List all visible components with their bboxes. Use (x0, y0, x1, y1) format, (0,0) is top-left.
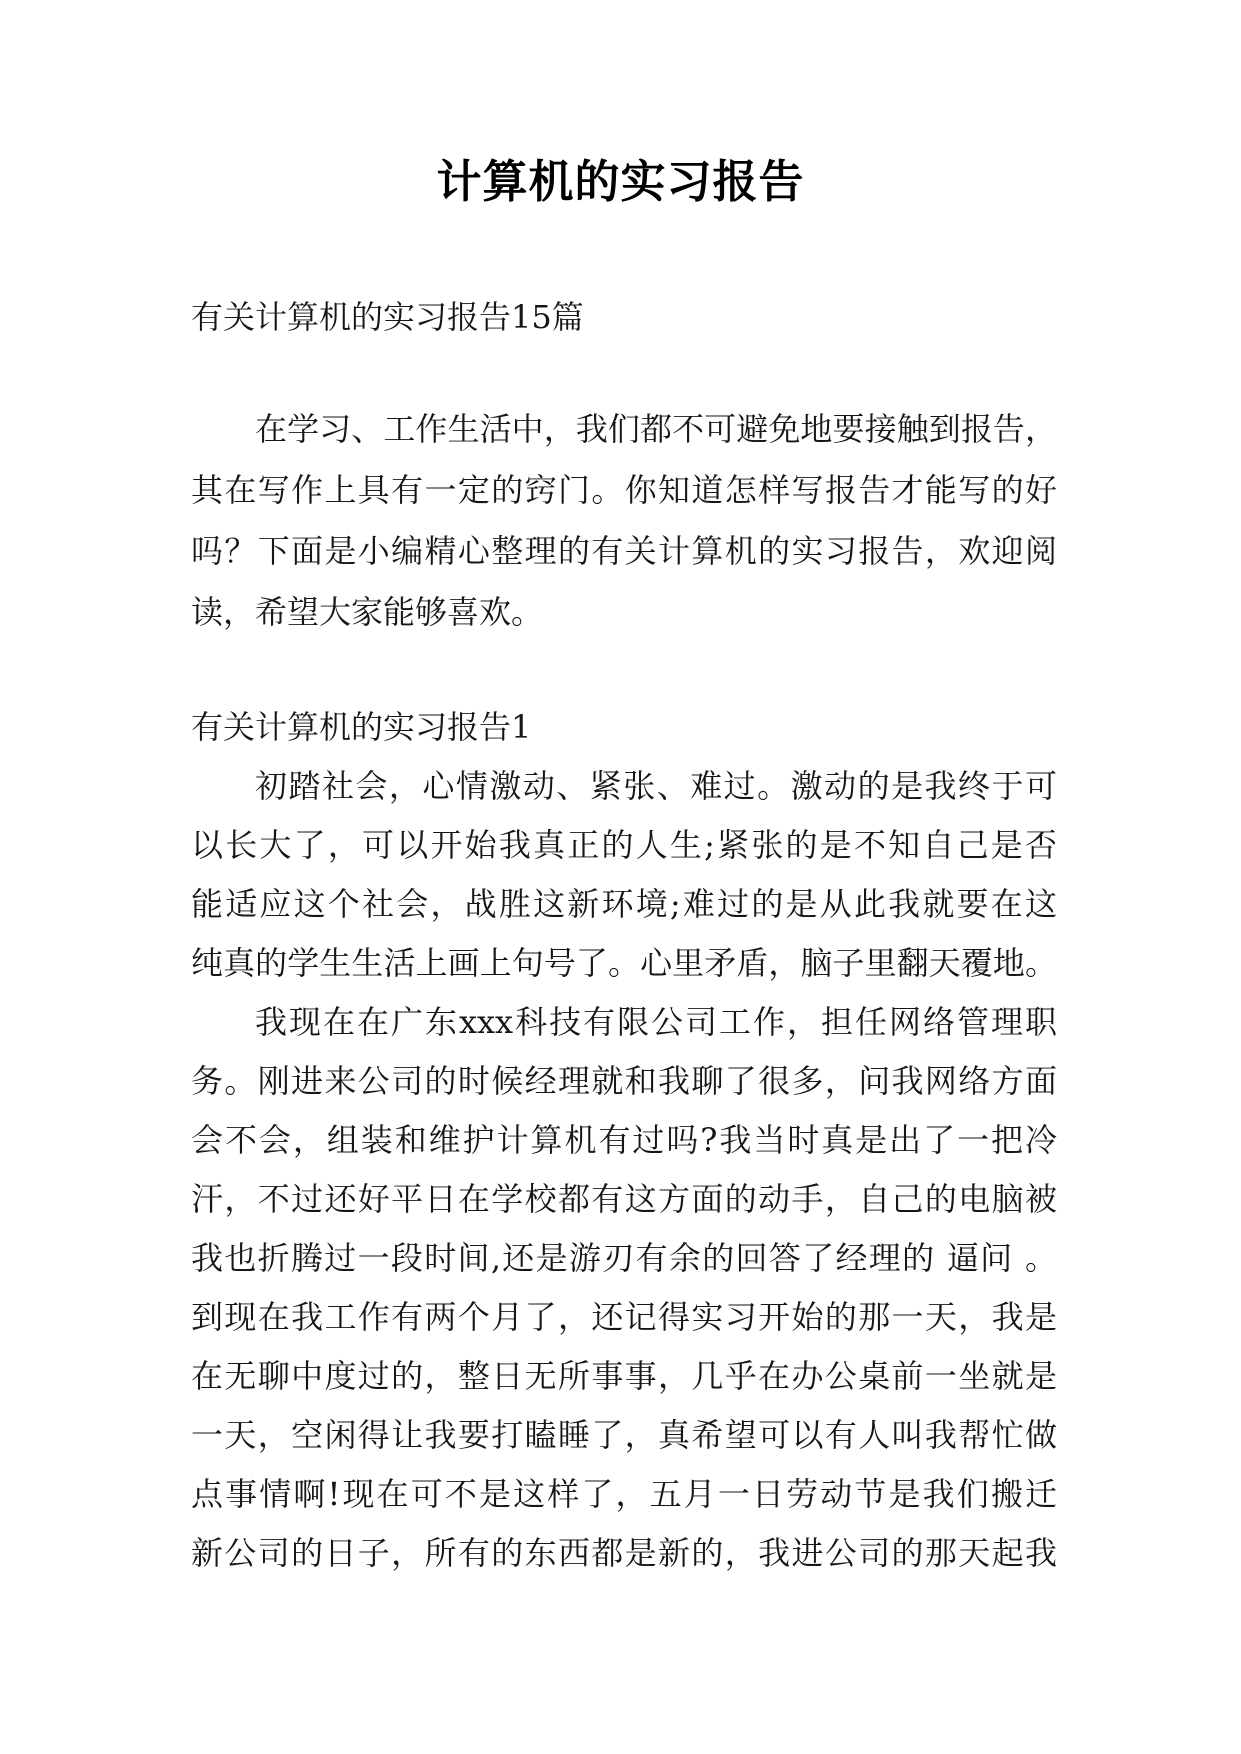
intro-line: 其在写作上具有一定的窍门。你知道怎样写报告才能写的好 (191, 471, 1057, 509)
intro-line: 吗？下面是小编精心整理的有关计算机的实习报告，欢迎阅 (191, 532, 1057, 570)
paragraph-line: 以长大了，可以开始我真正的人生;紧张的是不知自己是否 (191, 826, 1057, 864)
paragraph-line: 新公司的日子，所有的东西都是新的，我进公司的那天起我 (191, 1534, 1057, 1572)
intro-paragraph (191, 399, 1057, 643)
document-subtitle: 有关计算机的实习报告15篇 (191, 298, 584, 336)
paragraph-line: 纯真的学生生活上画上句号了。心里矛盾，脑子里翻天覆地。 (191, 944, 1057, 982)
section-paragraph-2 (191, 993, 1057, 1583)
document-subtitle-block (191, 288, 1057, 347)
paragraph-line: 会不会，组装和维护计算机有过吗?我当时真是出了一把冷 (191, 1121, 1057, 1159)
report-section-1 (191, 698, 1057, 1583)
paragraph-line: 在无聊中度过的，整日无所事事，几乎在办公桌前一坐就是 (191, 1357, 1057, 1395)
paragraph-line: 点事情啊!现在可不是这样了，五月一日劳动节是我们搬迁 (191, 1475, 1057, 1513)
paragraph-line: 务。刚进来公司的时候经理就和我聊了很多，问我网络方面 (191, 1062, 1057, 1100)
paragraph-line: 一天，空闲得让我要打瞌睡了，真希望可以有人叫我帮忙做 (191, 1416, 1057, 1454)
paragraph-line: 初踏社会，心情激动、紧张、难过。激动的是我终于可 (255, 767, 1057, 805)
paragraph-line: 我也折腾过一段时间,还是游刃有余的回答了经理的 逼问 。 (191, 1239, 1057, 1277)
section-heading: 有关计算机的实习报告1 (191, 708, 532, 746)
paragraph-line: 汗，不过还好平日在学校都有这方面的动手，自己的电脑被 (191, 1180, 1057, 1218)
intro-line: 读，希望大家能够喜欢。 (191, 593, 544, 631)
section-paragraph-1 (191, 757, 1057, 993)
intro-line: 在学习、工作生活中，我们都不可避免地要接触到报告， (255, 410, 1057, 448)
paragraph-line: 到现在我工作有两个月了，还记得实习开始的那一天，我是 (191, 1298, 1057, 1336)
paragraph-line: 我现在在广东xxx科技有限公司工作，担任网络管理职 (255, 1003, 1057, 1041)
document-title: 计算机的实习报告 (436, 155, 805, 208)
paragraph-line: 能适应这个社会，战胜这新环境;难过的是从此我就要在这 (191, 885, 1057, 923)
